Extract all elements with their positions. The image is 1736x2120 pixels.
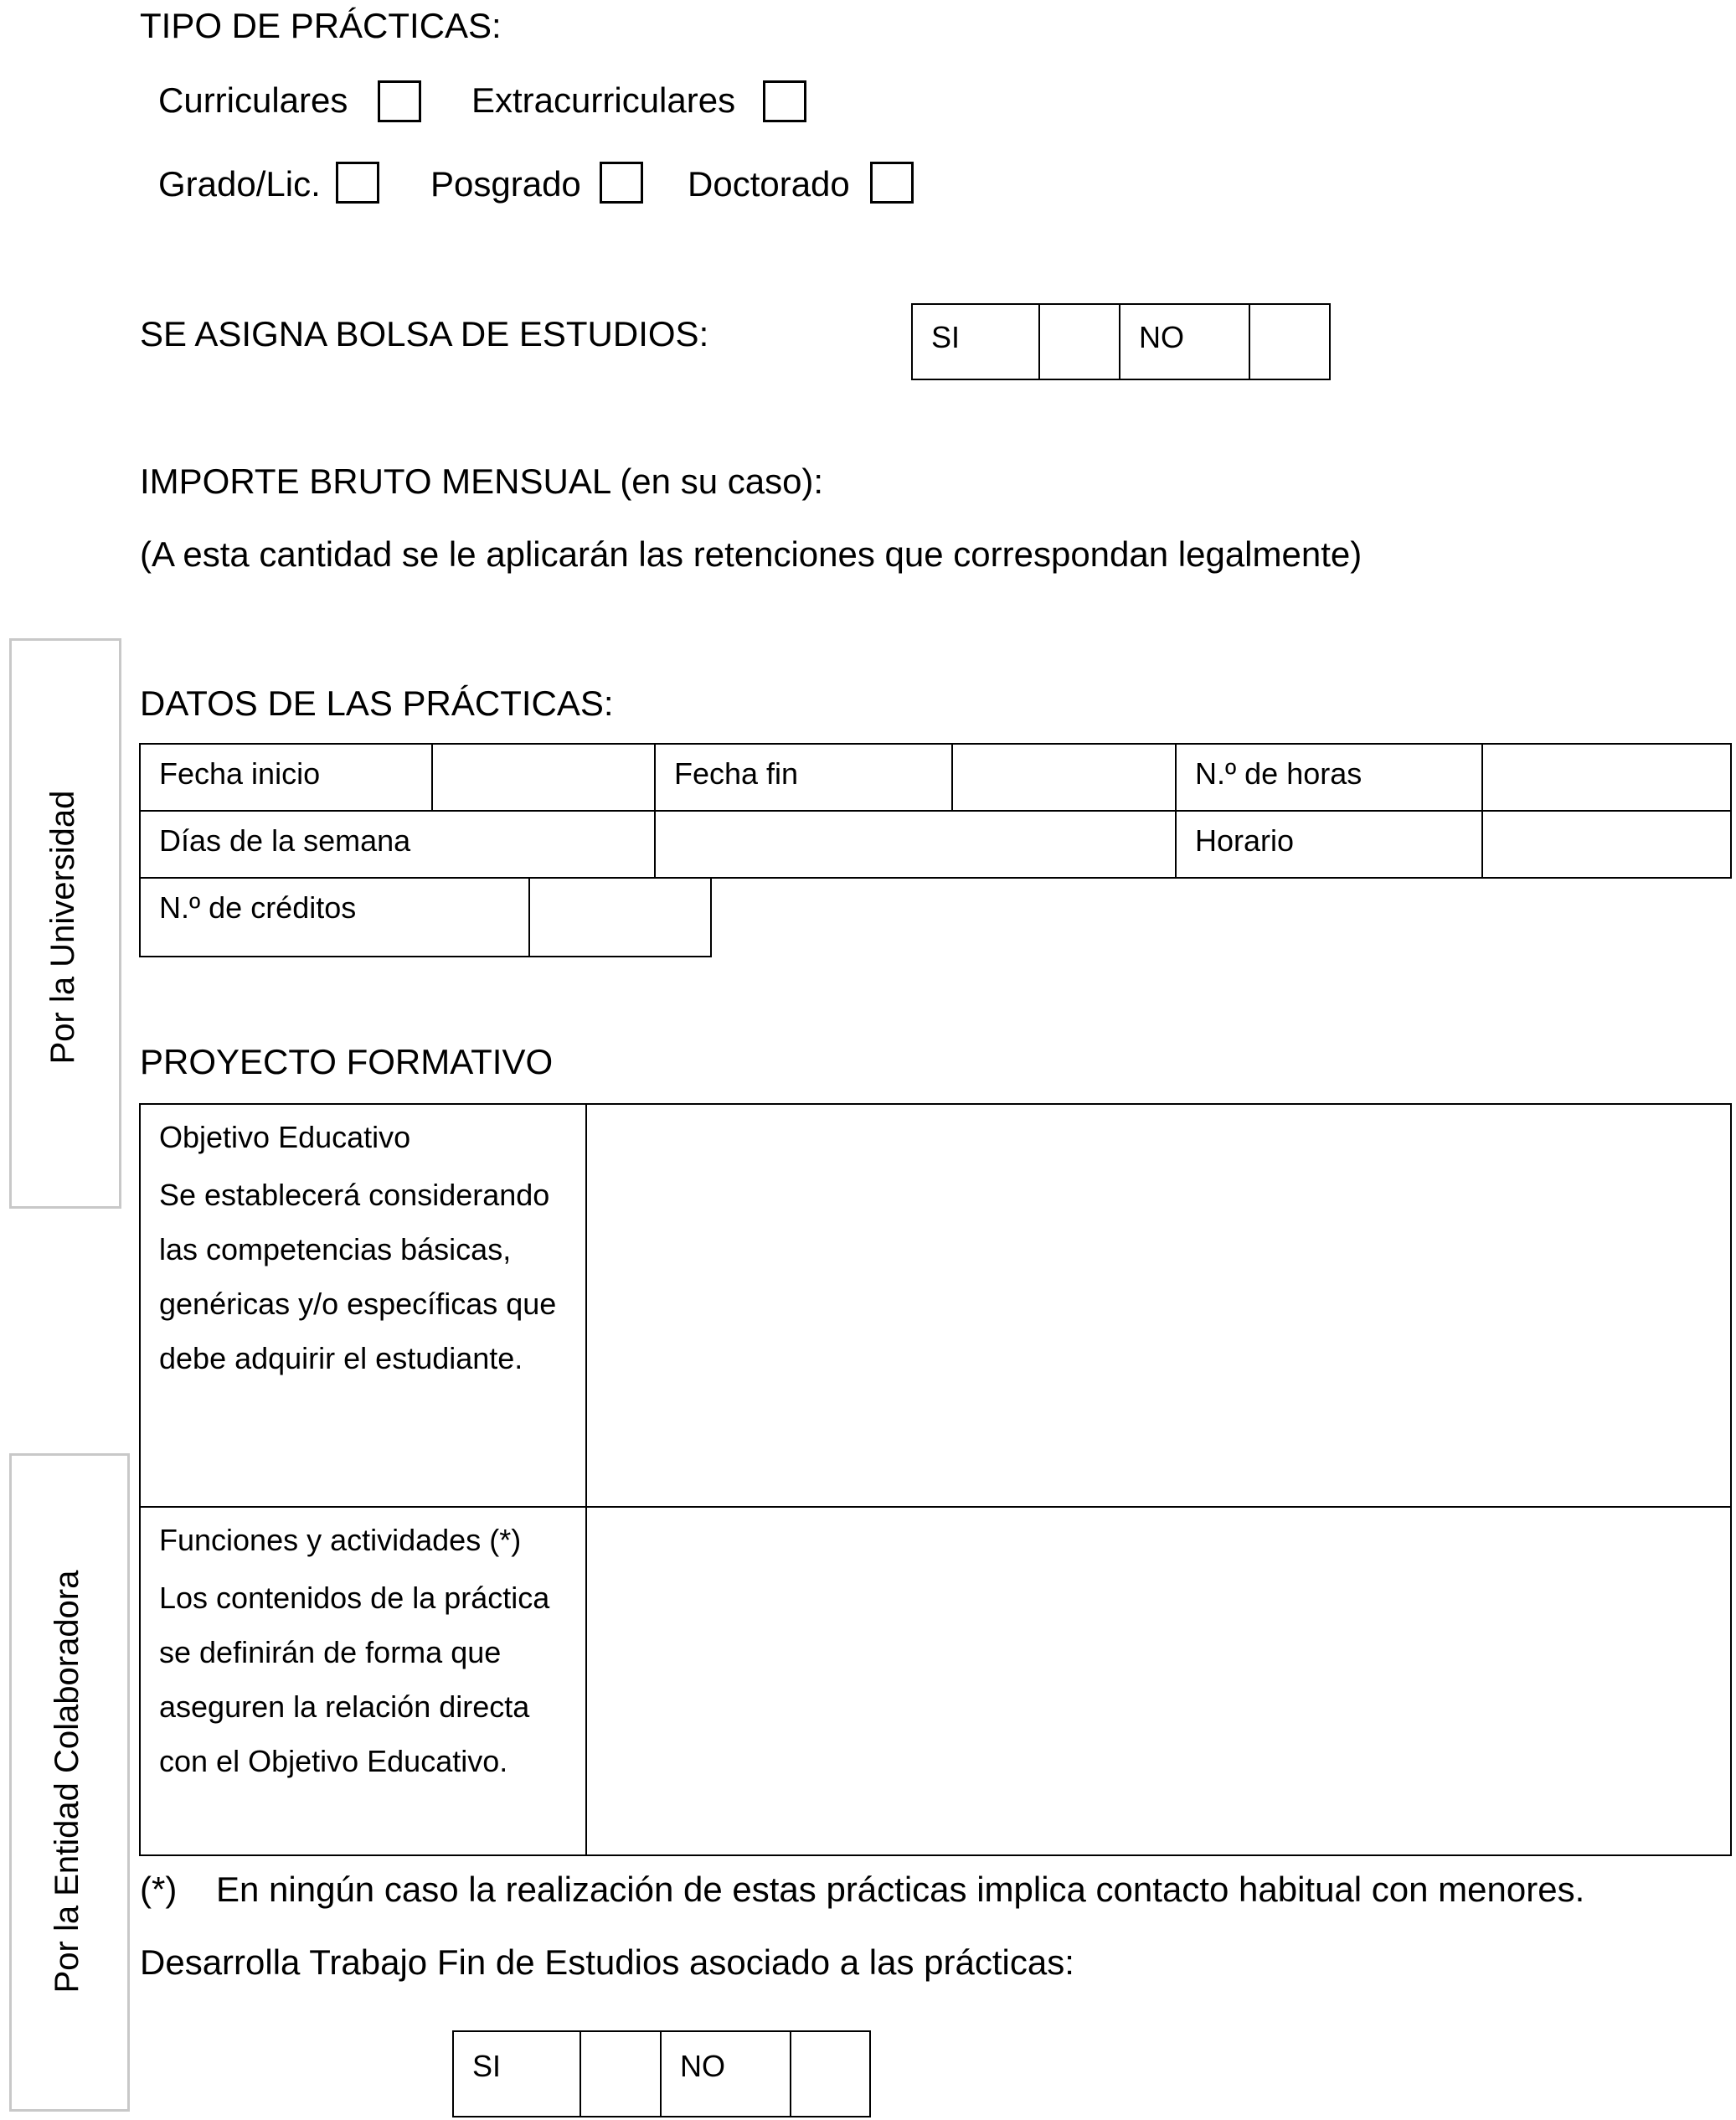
fecha-fin-label: Fecha fin	[655, 744, 952, 811]
proyecto-table	[139, 1103, 1732, 1856]
fecha-inicio-value[interactable]	[432, 744, 655, 811]
option-grado-label: Grado/Lic.	[158, 164, 321, 204]
doctorado-checkbox[interactable]	[870, 162, 914, 204]
tfe-table	[452, 2030, 871, 2117]
dias-semana-label: Días de la semana	[140, 811, 655, 878]
option-doctorado-label: Doctorado	[688, 164, 850, 204]
option-posgrado-label: Posgrado	[430, 164, 581, 204]
objetivo-value[interactable]	[586, 1104, 1731, 1507]
dias-semana-value[interactable]	[655, 811, 1176, 878]
bolsa-heading: SE ASIGNA BOLSA DE ESTUDIOS:	[140, 314, 709, 353]
bolsa-no-box[interactable]	[1249, 304, 1330, 379]
importe-note: (A esta cantidad se le aplicarán las retenciones que correspondan legalmente)	[140, 534, 1363, 574]
horario-label: Horario	[1176, 811, 1482, 878]
tfe-no-label: NO	[661, 2031, 791, 2117]
funciones-cell	[140, 1507, 586, 1855]
entidad-side-label: Por la Entidad Colaboradora	[49, 1570, 85, 1994]
creditos-table	[139, 877, 712, 957]
objetivo-cell	[140, 1104, 586, 1507]
horario-value[interactable]	[1482, 811, 1731, 878]
funciones-title: Funciones y actividades (*)	[159, 1523, 522, 1557]
tipo-practicas-heading: TIPO DE PRÁCTICAS:	[140, 6, 502, 45]
posgrado-checkbox[interactable]	[600, 162, 643, 204]
curriculares-checkbox[interactable]	[378, 80, 421, 122]
proyecto-heading: PROYECTO FORMATIVO	[140, 1042, 554, 1081]
bolsa-si-label: SI	[912, 304, 1039, 379]
extracurriculares-checkbox[interactable]	[763, 80, 806, 122]
num-creditos-label: N.º de créditos	[140, 878, 529, 957]
datos-heading: DATOS DE LAS PRÁCTICAS:	[140, 683, 614, 723]
fecha-inicio-label: Fecha inicio	[140, 744, 432, 811]
tfe-heading: Desarrolla Trabajo Fin de Estudios asociado a las prácticas:	[140, 1942, 1074, 1982]
funciones-desc: Los contenidos de la práctica se definirán de forma que aseguren la relación directa con el Objetivo Educativo.	[159, 1580, 550, 1778]
footnote-marker: (*)	[140, 1870, 178, 1909]
bolsa-no-label: NO	[1120, 304, 1249, 379]
objetivo-desc: Se establecerá considerando las competencias básicas, genéricas y/o específicas que debe adquirir el estudiante.	[159, 1177, 557, 1375]
num-horas-value[interactable]	[1482, 744, 1731, 811]
fecha-fin-value[interactable]	[952, 744, 1176, 811]
funciones-value[interactable]	[586, 1507, 1731, 1855]
option-curriculares-label: Curriculares	[158, 80, 348, 120]
num-horas-label: N.º de horas	[1176, 744, 1482, 811]
option-extracurriculares-label: Extracurriculares	[471, 80, 736, 120]
importe-heading: IMPORTE BRUTO MENSUAL (en su caso):	[140, 462, 824, 501]
tfe-si-box[interactable]	[580, 2031, 661, 2117]
objetivo-title: Objetivo Educativo	[159, 1120, 411, 1154]
num-creditos-value[interactable]	[529, 878, 711, 957]
footnote-text: En ningún caso la realización de estas prácticas implica contacto habitual con menores.	[216, 1870, 1585, 1909]
tfe-si-label: SI	[453, 2031, 580, 2117]
bolsa-si-box[interactable]	[1039, 304, 1120, 379]
tfe-no-box[interactable]	[791, 2031, 870, 2117]
bolsa-table	[911, 303, 1331, 380]
datos-table	[139, 743, 1732, 879]
universidad-side-label: Por la Universidad	[44, 790, 81, 1065]
grado-checkbox[interactable]	[336, 162, 379, 204]
